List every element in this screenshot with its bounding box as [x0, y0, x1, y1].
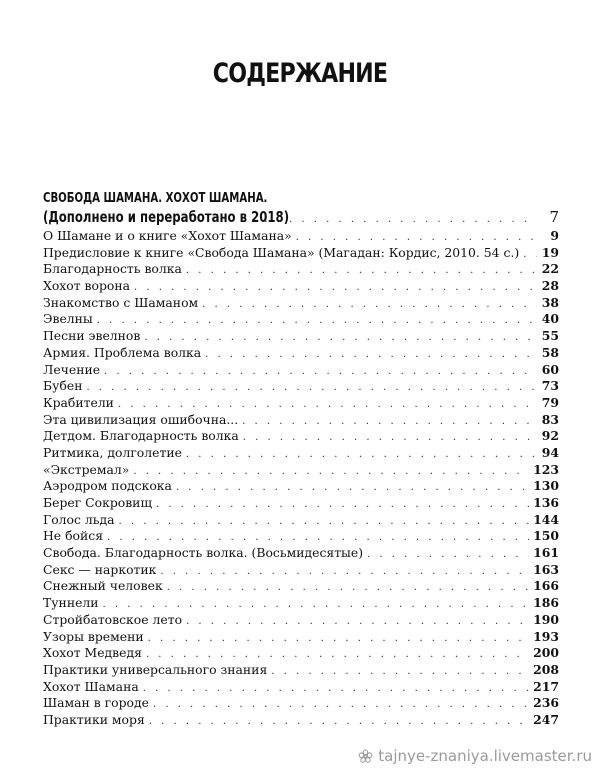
toc-entry-page: 247 [533, 711, 559, 727]
toc-entry-page: 150 [533, 528, 559, 544]
toc-entry-title: Голос льда [43, 511, 115, 527]
toc-entry-page: 166 [533, 578, 559, 594]
leader-dots [186, 614, 529, 631]
toc-entry [43, 462, 559, 479]
leader-dots [133, 464, 529, 481]
toc-entry-title: Знакомство с Шаманом [43, 294, 199, 310]
toc-entry-page: 200 [533, 645, 559, 661]
toc-entry-page: 186 [533, 595, 559, 611]
toc-entry-title: Узоры времени [43, 628, 144, 644]
toc-entry-page: 217 [533, 678, 559, 694]
toc-entry [43, 378, 559, 395]
toc-entry-page: 163 [533, 561, 559, 577]
toc-entry [43, 328, 559, 345]
toc-entry [43, 662, 559, 679]
toc-entry-title: Шаман в городе [43, 695, 149, 711]
toc-entry-title: Снежный человек [43, 578, 163, 594]
leader-dots [243, 430, 537, 447]
toc-entry [43, 578, 559, 595]
toc-entry-title: Детдом. Благодарность волка [43, 428, 239, 444]
toc-entry [43, 528, 559, 545]
toc-entry-page: 161 [533, 545, 559, 561]
toc-entry-title: О Шамане и о книге «Хохот Шамана» [43, 228, 292, 243]
toc-entry-page: 92 [541, 428, 559, 444]
toc-entry-title: Туннели [43, 595, 99, 611]
toc-entry-title: Эвелны [43, 311, 93, 327]
toc-entry [43, 395, 559, 412]
page-title: СОДЕРЖАНИЕ [212, 58, 388, 89]
toc-entry-title: Берег Сокровищ [43, 495, 152, 510]
flower-icon [358, 749, 373, 764]
toc-entry-title: Эта цивилизация ошибочна... [43, 411, 239, 427]
toc-entry-title: Хохот Шамана [43, 678, 139, 694]
toc-entry-title: Ритмика, долголетие [43, 444, 182, 460]
leader-dots [252, 209, 537, 230]
toc-entries [43, 228, 559, 729]
leader-dots [205, 347, 537, 364]
leader-dots [167, 580, 529, 597]
toc-entry [43, 595, 559, 612]
leader-dots [186, 263, 537, 280]
leader-dots [242, 414, 537, 431]
section-subtitle: (Дополнено и переработано в 2018) [43, 208, 290, 226]
toc-entry-title: Аэродром подскока [43, 478, 172, 494]
toc-entry [43, 679, 559, 696]
watermark-text: tajnye-znaniya.livemaster.ru [378, 747, 592, 765]
toc-entry [43, 495, 559, 512]
toc-entry [43, 445, 559, 462]
toc-entry-title: Хохот Медведя [43, 645, 142, 661]
leader-dots [271, 664, 529, 681]
toc-entry [43, 278, 559, 295]
toc-entry [43, 245, 559, 262]
toc-entry [43, 562, 559, 579]
leader-dots [148, 631, 529, 648]
toc-entry-title: Лечение [43, 361, 101, 377]
toc-entry-title: Песни эвелнов [43, 328, 141, 344]
toc-entry-page: 28 [541, 278, 559, 294]
leader-dots [176, 480, 529, 497]
toc-entry [43, 629, 559, 646]
toc-entry-title: Стройбатовское лето [43, 611, 183, 627]
toc-entry [43, 695, 559, 712]
toc-entry [43, 412, 559, 429]
toc-entry-page: 236 [533, 695, 559, 711]
toc-entry-page: 19 [541, 244, 559, 260]
toc-entry-page: 55 [541, 328, 559, 344]
leader-dots [143, 681, 529, 698]
leader-dots [149, 714, 529, 731]
section-title: СВОБОДА ШАМАНА. ХОХОТ ШАМАНА. [43, 191, 268, 206]
toc-entry [43, 545, 559, 562]
toc-entry [43, 345, 559, 362]
toc-entry-title: «Экстремал» [43, 461, 130, 477]
toc-entry [43, 645, 559, 662]
toc-entry [43, 478, 559, 495]
leader-dots [97, 313, 537, 330]
toc-entry-page: 130 [533, 478, 559, 494]
leader-dots [153, 697, 529, 714]
toc-entry-page: 73 [541, 378, 559, 394]
toc-entry-title: Крабители [43, 394, 114, 410]
toc-entry-page: 9 [550, 228, 559, 243]
toc-entry-page: 136 [533, 495, 559, 510]
leader-dots [160, 564, 529, 581]
section-entry [43, 207, 559, 228]
leader-dots [104, 364, 537, 381]
toc-entry-page: 83 [541, 411, 559, 427]
toc-entry-title: Благодарность волка [43, 261, 182, 277]
toc-entry [43, 512, 559, 529]
leader-dots [119, 514, 530, 531]
toc-entry-title: Бубен [43, 378, 83, 394]
toc-entry [43, 362, 559, 379]
toc-entry-page: 144 [533, 511, 559, 527]
leader-dots [144, 330, 537, 347]
toc-entry-page: 60 [541, 361, 559, 377]
toc-entry-title: Не бойся [43, 528, 104, 544]
toc-entry-page: 40 [541, 311, 559, 327]
toc-entry-page: 94 [541, 444, 559, 460]
toc-entry [43, 612, 559, 629]
leader-dots [523, 247, 537, 264]
leader-dots [86, 380, 537, 397]
toc-entry-page: 38 [541, 294, 559, 310]
toc-entry-title: Предисловие к книге «Свобода Шамана» (Магадан: Кордис, 2010. 54 с.) [43, 244, 520, 260]
toc-entry-page: 208 [533, 661, 559, 677]
leader-dots [156, 497, 529, 514]
leader-dots [202, 297, 537, 314]
leader-dots [186, 447, 537, 464]
table-of-contents [43, 190, 559, 729]
toc-entry-title: Свобода. Благодарность волка. (Восьмидесятые) [43, 545, 364, 561]
leader-dots [367, 547, 529, 564]
toc-entry-page: 22 [541, 261, 559, 277]
toc-entry [43, 228, 559, 245]
toc-entry [43, 311, 559, 328]
toc-entry-page: 58 [541, 344, 559, 360]
toc-entry-page: 79 [541, 394, 559, 410]
watermark [358, 747, 592, 765]
toc-entry-title: Армия. Проблема волка [43, 344, 202, 360]
section-page-number: 7 [549, 208, 559, 226]
toc-entry-page: 193 [533, 628, 559, 644]
toc-entry [43, 261, 559, 278]
toc-entry [43, 712, 559, 729]
toc-entry [43, 295, 559, 312]
toc-entry-page: 123 [533, 461, 559, 477]
toc-entry-page: 190 [533, 611, 559, 627]
toc-entry-title: Секс — наркотик [43, 561, 157, 577]
toc-entry-title: Хохот ворона [43, 278, 130, 294]
toc-entry-title: Практики универсального знания [43, 661, 268, 677]
toc-entry [43, 428, 559, 445]
toc-entry-title: Практики моря [43, 711, 145, 727]
